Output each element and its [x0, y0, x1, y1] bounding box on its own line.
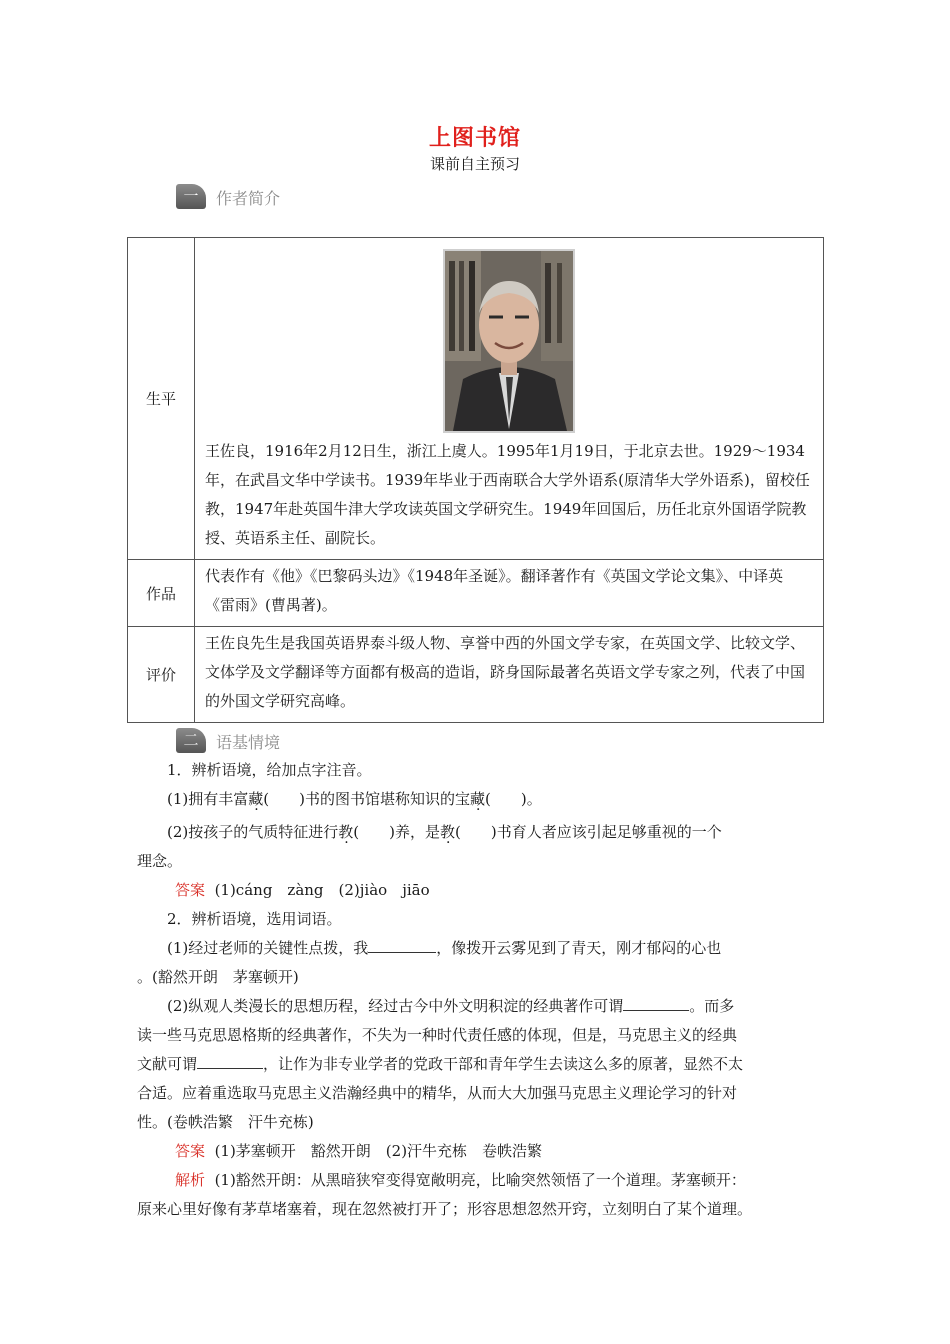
- row-content-life: [195, 238, 824, 560]
- page-subtitle: 课前自主预习: [429, 155, 520, 173]
- section-label: 语基情境: [216, 733, 281, 752]
- question-1-item-2: [167, 818, 857, 847]
- fill-blank[interactable]: [368, 938, 436, 953]
- fill-blank[interactable]: [623, 996, 689, 1011]
- dotted-char: 教: [338, 823, 354, 841]
- question-2-item-2-line-3: [137, 1050, 827, 1079]
- bio-text: 王佐良，1916年2月12日生，浙江上虞人。1995年1月19日，于北京去世。1929～1934年，在武昌文华中学读书。1939年毕业于西南联合大学外语系(原清华大学外语系)，留校任教，1947年赴英国牛津大学攻读英国文学研究生。1949年回国后，历任北京外国语学院教授、英语系主任、副院长。: [205, 442, 810, 547]
- question-1-item-2-cont: 理念。: [137, 852, 183, 870]
- question-2-item-2-line-4: 合适。应着重选取马克思主义浩瀚经典中的精华，从而大大加强马克思主义理论学习的针对: [137, 1084, 738, 1102]
- table-row: [128, 560, 824, 627]
- text-segment: 。而多: [689, 997, 735, 1015]
- text-segment: ，像拨开云雾见到了青天，刚才郁闷的心也: [436, 939, 722, 957]
- portrait-image: [445, 251, 573, 431]
- text-segment: (1)拥有丰富: [167, 790, 249, 808]
- row-label-life: 生平: [128, 238, 195, 560]
- text-segment: (1)经过老师的关键性点拨，我: [167, 939, 369, 957]
- question-2-analysis-cont: 原来心里好像有茅草堵塞着，现在忽然被打开了；形容思想忽然开窍，立刻明白了某个道理。: [137, 1200, 753, 1218]
- analysis-label: 解析: [175, 1171, 206, 1189]
- text-segment: ( )书育人者应该引起足够重视的一个: [455, 823, 722, 841]
- text-segment: ( )养，是: [353, 823, 440, 841]
- question-2-item-2-line-2: 读一些马克思恩格斯的经典著作，不失为一种时代责任感的体现，但是，马克思主义的经典: [137, 1026, 738, 1044]
- works-text: 代表作有《他》《巴黎码头边》《1948年圣诞》。翻译著作有《英国文学论文集》、中译英《雷雨》(曹禺著)。: [195, 560, 824, 627]
- answer-text: (1)cáng zàng (2)jiào jiāo: [214, 881, 430, 899]
- author-photo: [443, 249, 575, 433]
- question-1-title: 1．辨析语境，给加点字注音。: [167, 761, 372, 779]
- section-badge: 二: [176, 728, 206, 753]
- text-segment: ( )书的图书馆堪称知识的宝: [263, 790, 470, 808]
- table-row: [128, 238, 824, 560]
- question-2-item-1: [167, 934, 857, 963]
- section-label: 作者简介: [216, 189, 281, 208]
- dotted-char: 藏: [469, 790, 485, 808]
- question-2-item-1-cont: 。(豁然开朗 茅塞顿开): [137, 968, 299, 986]
- analysis-text: (1)豁然开朗：从黑暗狭窄变得宽敞明亮，比喻突然领悟了一个道理。茅塞顿开：: [214, 1171, 746, 1189]
- section-badge: 一: [176, 184, 206, 209]
- question-2-analysis: [175, 1166, 865, 1195]
- row-label-works: 作品: [128, 560, 195, 627]
- fill-blank[interactable]: [197, 1054, 263, 1069]
- text-segment: ( )。: [485, 790, 542, 808]
- question-2-item-2-line-5: 性。(卷帙浩繁 汗牛充栋): [137, 1113, 314, 1131]
- text-segment: 文献可谓: [137, 1055, 198, 1073]
- evaluation-text: 王佐良先生是我国英语界泰斗级人物、享誉中西的外国文学专家，在英国文学、比较文学、文体学及文学翻译等方面都有极高的造诣，跻身国际最著名英语文学专家之列，代表了中国的外国文学研究高峰。: [195, 627, 824, 723]
- dotted-char: 藏: [248, 790, 264, 808]
- answer-label: 答案: [175, 1142, 206, 1160]
- question-2-title: 2．辨析语境，选用词语。: [167, 910, 342, 928]
- answer-label: 答案: [175, 881, 206, 899]
- row-label-evaluation: 评价: [128, 627, 195, 723]
- author-bio-table: [127, 237, 824, 723]
- question-2-item-2: [167, 992, 857, 1021]
- answer-text: (1)茅塞顿开 豁然开朗 (2)汗牛充栋 卷帙浩繁: [214, 1142, 543, 1160]
- question-2-answer: [175, 1137, 865, 1166]
- page-title: 上图书馆: [428, 125, 521, 151]
- table-row: [128, 627, 824, 723]
- question-1-item-1: [167, 785, 857, 814]
- dotted-char: 教: [439, 823, 455, 841]
- text-segment: (2)纵观人类漫长的思想历程，经过古今中外文明积淀的经典著作可谓: [167, 997, 624, 1015]
- text-segment: (2)按孩子的气质特征进行: [167, 823, 339, 841]
- question-1-answer: [175, 876, 865, 905]
- text-segment: ，让作为非专业学者的党政干部和青年学生去读这么多的原著，显然不太: [263, 1055, 744, 1073]
